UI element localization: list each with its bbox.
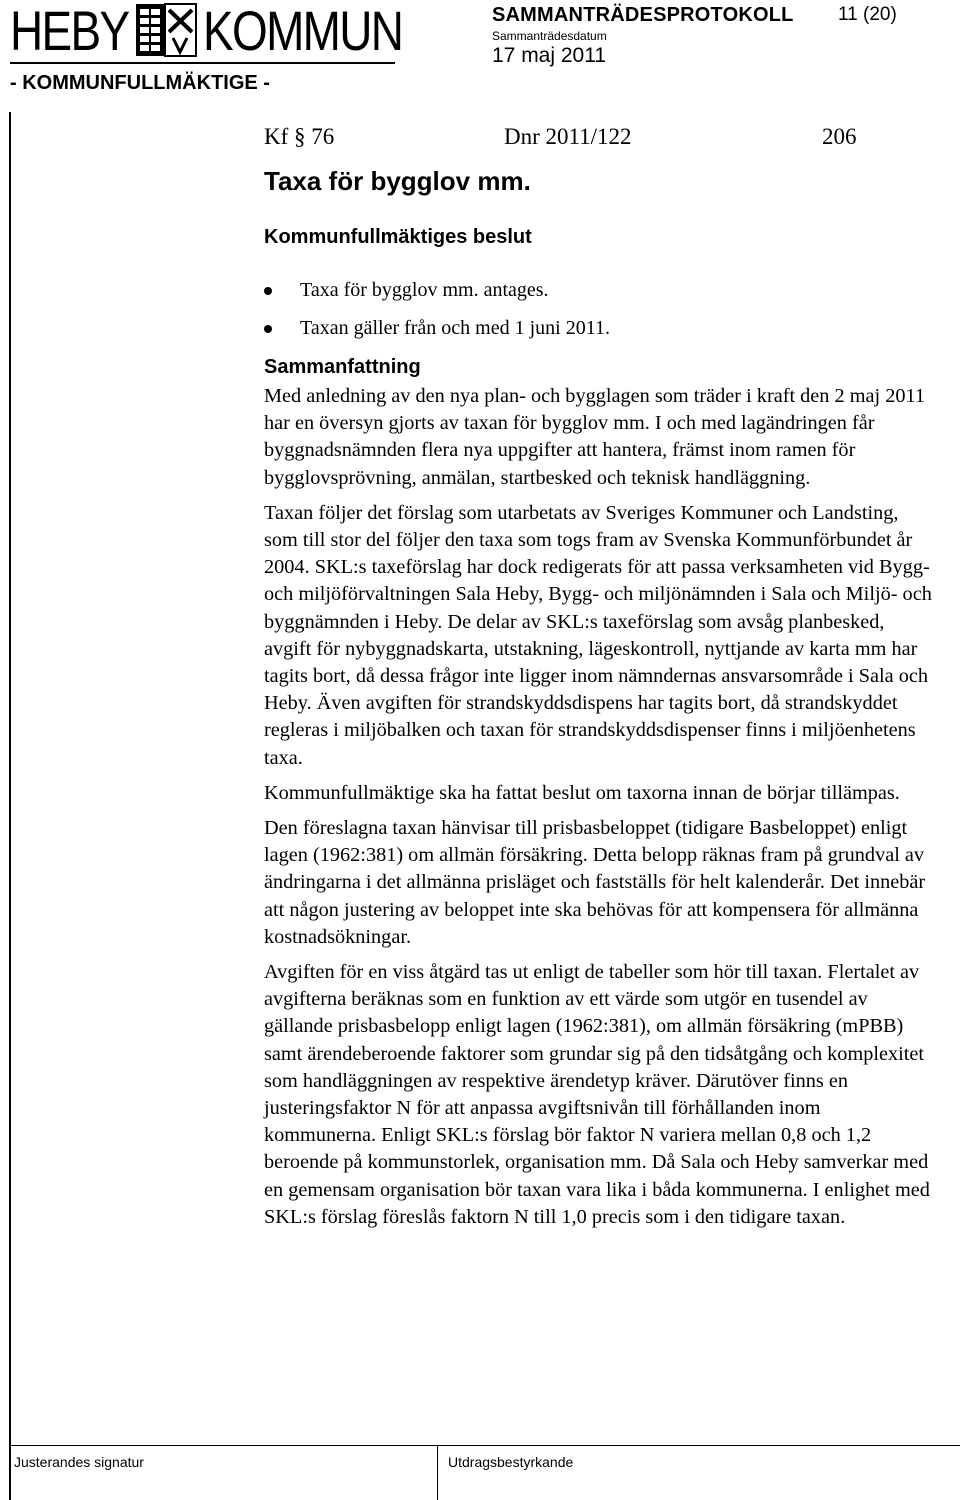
- footer-rule: [9, 1445, 960, 1446]
- decision-item-text: Taxa för bygglov mm. antages.: [300, 279, 549, 301]
- case-title: Taxa för bygglov mm.: [264, 166, 531, 196]
- summary-heading: Sammanfattning: [264, 356, 421, 378]
- logo-text-heby: HEBY: [10, 0, 129, 62]
- bullet-icon: [264, 325, 272, 333]
- case-number: 206: [822, 124, 857, 149]
- bullet-icon: [264, 287, 272, 295]
- coat-of-arms-icon: [135, 2, 197, 60]
- summary-paragraph: Kommunfullmäktige ska ha fattat beslut om taxorna innan de börjar tillämpas.: [264, 781, 900, 804]
- signature-label: Justerandes signatur: [14, 1454, 144, 1470]
- meeting-date: 17 maj 2011: [492, 44, 607, 67]
- list-item: [264, 275, 924, 313]
- protocol-title: SAMMANTRÄDESPROTOKOLL: [492, 4, 794, 26]
- decision-item-text: Taxan gäller från och med 1 juni 2011.: [300, 317, 610, 339]
- summary-paragraph: Den föreslagna taxan hänvisar till prisbasbeloppet (tidigare Basbeloppet) enligt lagen (1962:381) om allmän försäkring. Detta belopp räknas fram på grundval av ändringarna i det allmänna prisläget och fastställs för helt kalenderår. Det innebär att någon justering av beloppet inte ska behövas för att kompensera för allmänna kostnadsökningar.: [264, 817, 926, 948]
- decision-list: [264, 275, 924, 351]
- footer-divider: [437, 1445, 438, 1500]
- summary-paragraph: Avgiften för en viss åtgärd tas ut enligt de tabeller som hör till taxan. Flertalet av avgifterna beräknas som en funktion av ett värde som utgör en tusendel av gällande prisbasbelopp enligt lagen (1962:381), om allmän försäkring (mPBB) samt ärendeberoende faktorer som grundar sig på den tidsåtgång och komplexitet som handläggningen av respektive ärendetyp kräver. Därutöver finns en justeringsfaktor N för att anpassa avgiftsnivån till förhållanden inom kommunerna. Enligt SKL:s förslag bör faktor N variera mellan 0,8 och 1,2 beroende på kommunstorlek, organisation mm. Då Sala och Heby samverkar med en gemensam organisation bör taxan vara lika i båda kommunerna. I enlighet med SKL:s förslag föreslås faktorn N till 1,0 precis som i den tidigare taxan.: [264, 961, 930, 1228]
- logo-underline: [10, 62, 395, 64]
- list-item: [264, 313, 924, 351]
- department-name: - KOMMUNFULLMÄKTIGE -: [10, 72, 270, 94]
- summary-paragraph: Taxan följer det förslag som utarbetats av Sveriges Kommuner och Landsting, som till stor del följer den taxa som togs fram av Svenska Kommunförbundet år 2004. SKL:s taxeförslag har dock redigerats för att passa verksamheten vid Bygg- och miljöförvaltningen Sala Heby, Bygg- och miljönämnden i Sala och Miljö- och byggnämnden i Heby. De delar av SKL:s taxeförslag som avsåg planbesked, avgift för nybyggnadskarta, utstakning, lägeskontroll, nyttjande av karta mm har tagits bort, då dessa frågor inte ligger inom nämndernas ansvarsområde i Sala och Heby. Även avgiften för strandskyddsdispens har tagits bort, då strandskyddet regleras i miljöbalken och taxan för strandskyddsdispenser finns i miljöenhetens taxa.: [264, 501, 932, 769]
- logo-text-kommun: KOMMUN: [203, 0, 403, 62]
- paragraph-reference: Kf § 76: [264, 124, 335, 149]
- diary-number: Dnr 2011/122: [504, 124, 632, 149]
- summary-body: [264, 383, 932, 1239]
- municipality-logo: [10, 2, 458, 64]
- page-number: 11 (20): [838, 4, 897, 25]
- meeting-date-label: Sammanträdesdatum: [492, 29, 607, 43]
- summary-paragraph: Med anledning av den nya plan- och bygglagen som träder i kraft den 2 maj 2011 har en översyn gjorts av taxan för bygglov mm. I och med lagändringen får byggnadsnämnden flera nya uppgifter att hantera, främst inom ramen för bygglovsprövning, anmälan, startbesked och teknisk handläggning.: [264, 385, 926, 489]
- case-reference-line: [264, 124, 864, 152]
- decision-heading: Kommunfullmäktiges beslut: [264, 226, 532, 248]
- certified-label: Utdragsbestyrkande: [448, 1454, 574, 1470]
- left-margin-rule: [9, 112, 11, 1500]
